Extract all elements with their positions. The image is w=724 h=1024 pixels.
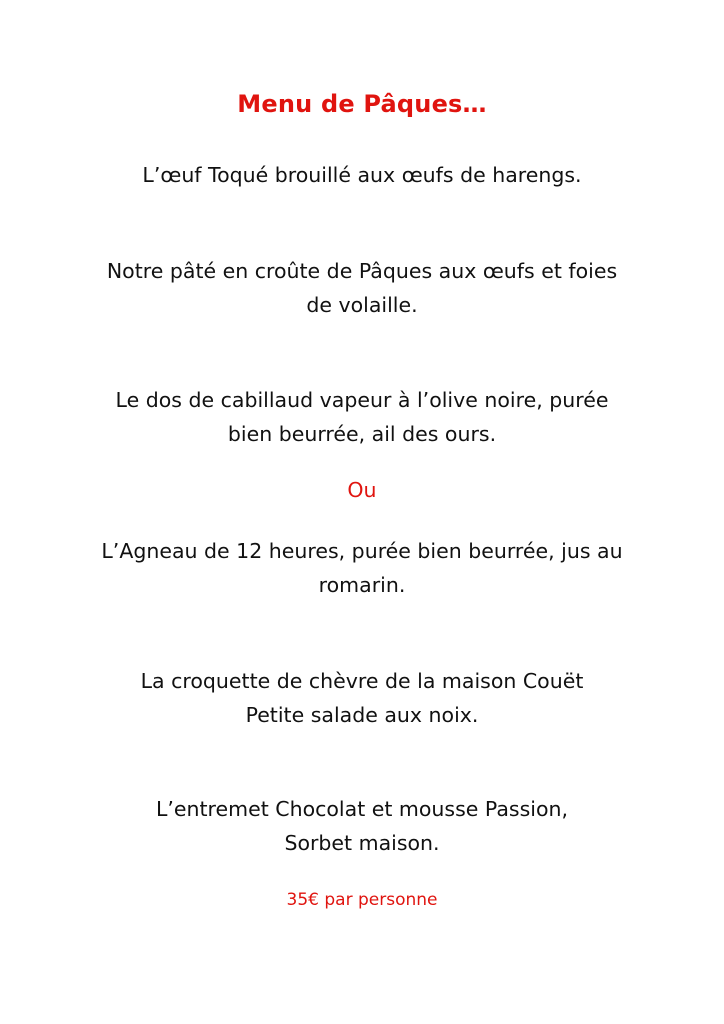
course-cabillaud bbox=[0, 383, 724, 451]
course-dessert bbox=[0, 792, 724, 860]
course-line: La croquette de chèvre de la maison Couët bbox=[140, 669, 584, 693]
course-line: bien beurrée, ail des ours. bbox=[227, 422, 497, 446]
course-line: romarin. bbox=[318, 573, 406, 597]
course-line: de volaille. bbox=[306, 293, 418, 317]
course-agneau bbox=[0, 534, 724, 602]
course-line: L’Agneau de 12 heures, purée bien beurrée, jus au bbox=[101, 539, 623, 563]
course-line: L’entremet Chocolat et mousse Passion, bbox=[155, 797, 569, 821]
menu-title: Menu de Pâques… bbox=[237, 90, 487, 118]
menu-price: 35€ par personne bbox=[286, 890, 438, 910]
course-line: Notre pâté en croûte de Pâques aux œufs et foies bbox=[106, 259, 618, 283]
course-line: Sorbet maison. bbox=[284, 831, 440, 855]
course-line: Petite salade aux noix. bbox=[245, 703, 479, 727]
course-pate bbox=[0, 254, 724, 322]
course-line: Le dos de cabillaud vapeur à l’olive noire, purée bbox=[115, 388, 609, 412]
or-separator: Ou bbox=[347, 478, 377, 502]
course-starter bbox=[0, 158, 724, 192]
course-line: L’œuf Toqué brouillé aux œufs de harengs. bbox=[142, 163, 582, 187]
course-fromage bbox=[0, 664, 724, 732]
